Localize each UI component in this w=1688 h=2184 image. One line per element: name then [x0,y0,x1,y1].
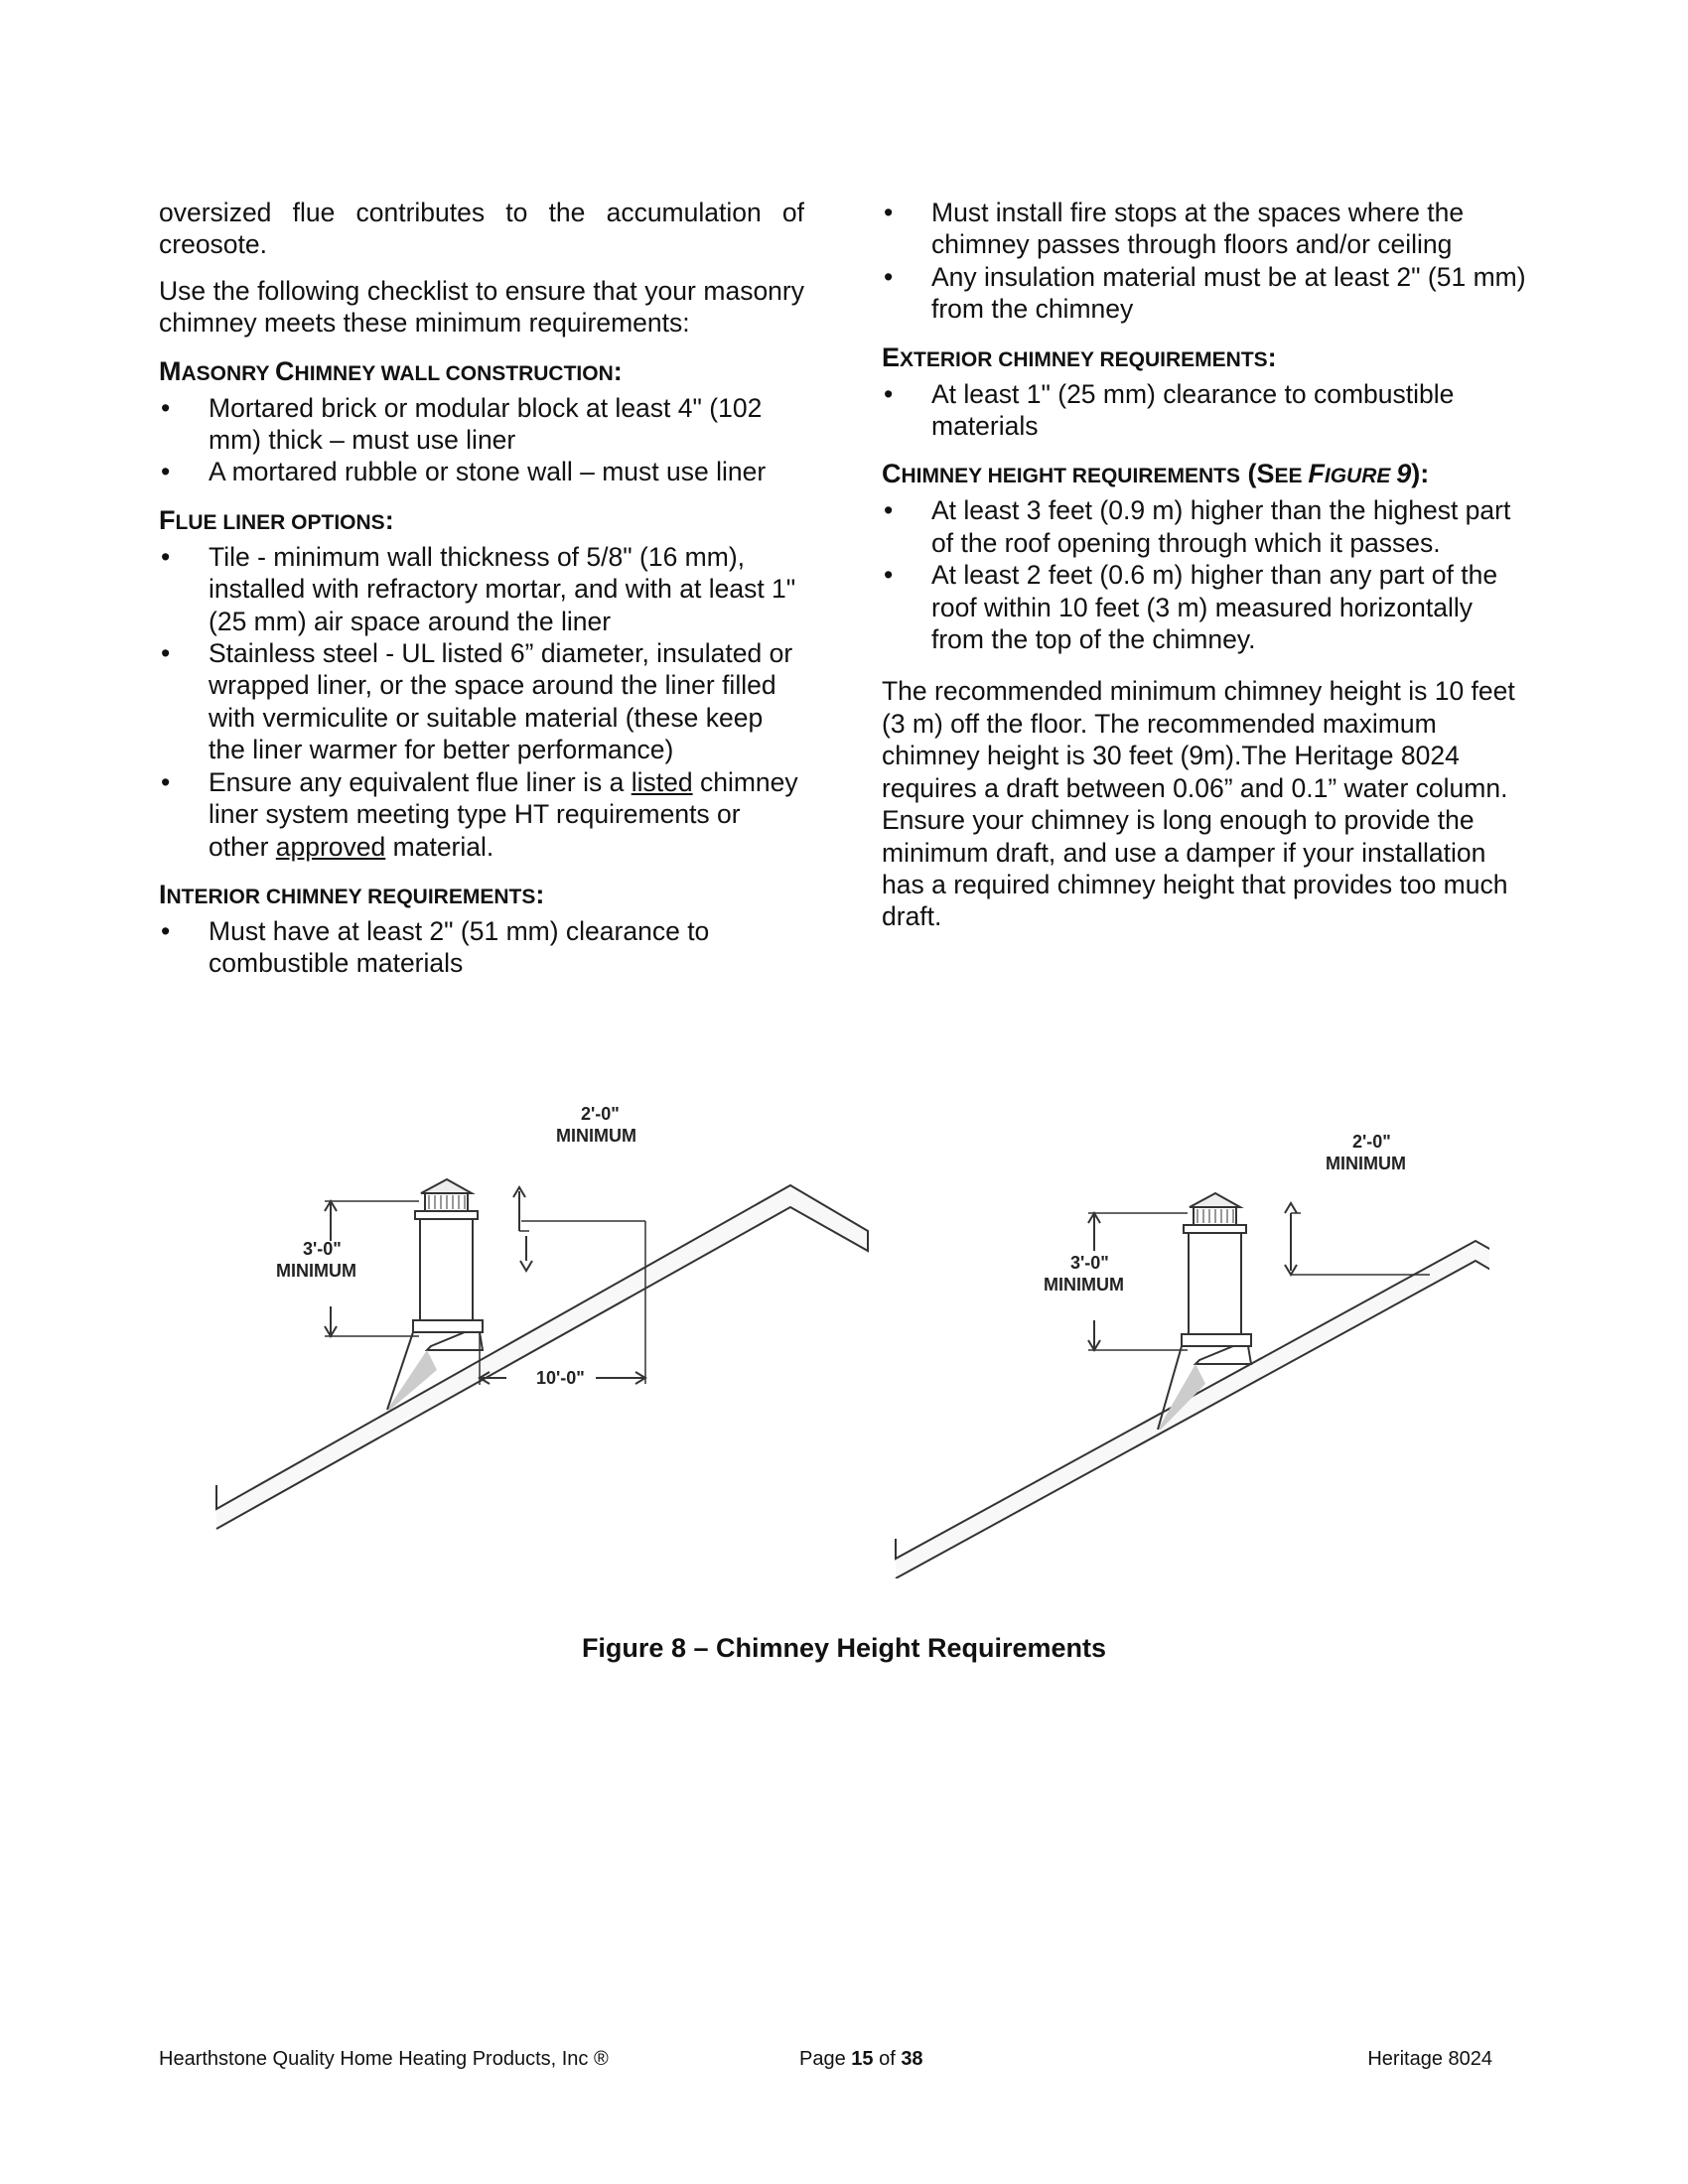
listed-link: listed [631,766,693,797]
footer-company: Hearthstone Quality Home Heating Products, Inc ® [159,2048,609,2070]
fire-stop-list [882,197,1527,326]
list-item: • Mortared brick or modular block at least 4" (102 mm) thick – must use liner [159,392,804,457]
right-dimensions [1088,1193,1430,1350]
label-3ft-right: 3'-0" [1070,1253,1109,1273]
label-3ft-left: 3'-0" [303,1239,342,1259]
list-item: • Must have at least 2" (51 mm) clearance to combustible materials [159,915,804,980]
left-column [159,197,804,988]
label-10ft: 10'-0" [536,1368,585,1388]
footer-page-number: Page 15 of 38 [799,2048,923,2070]
list-item: • Stainless steel - UL listed 6” diameter, insulated or wrapped liner, or the space around the liner filled with vermiculite or suitable material (these keep the liner warmer for better performance) [159,637,804,766]
left-dimensions [325,1187,645,1385]
closing-paragraph: The recommended minimum chimney height is 10 feet (3 m) off the floor. The recommended maximum chimney height is 30 feet (9m).The Heritage 8024 requires a draft between 0.06” and 0.1” water column. Ensure your chimney is long enough to provide the minimum draft, and use a damper if your installation has a required chimney height that provides too much draft. [882,676,1515,932]
list-item: • At least 3 feet (0.9 m) higher than the highest part of the roof opening through which it passes. [882,494,1527,559]
label-2ft-right: 2'-0" [1352,1132,1391,1152]
height-heading: CHIMNEY HEIGHT REQUIREMENTS (SEE FIGURE 9): [882,459,1430,489]
flue-list [159,541,804,863]
masonry-list [159,392,804,488]
masonry-heading: MASONRY CHIMNEY WALL CONSTRUCTION: [159,355,623,386]
flue-heading: FLUE LINER OPTIONS: [159,504,394,535]
list-item: • At least 2 feet (0.6 m) higher than any part of the roof within 10 feet (3 m) measured horizontally from the top of the chimney. [882,559,1527,655]
right-column [882,197,1527,947]
label-minimum-right-3ft: MINIMUM [1044,1275,1124,1295]
exterior-heading: EXTERIOR CHIMNEY REQUIREMENTS: [882,341,1277,372]
list-item: • Must install fire stops at the spaces where the chimney passes through floors and/or ceiling [882,197,1527,261]
interior-heading: INTERIOR CHIMNEY REQUIREMENTS: [159,879,545,909]
interior-list [159,915,804,980]
left-roof-outline [216,1185,868,1529]
approved-link: approved [275,831,386,862]
intro-paragraph: oversized flue contributes to the accumulation of creosote. [159,198,804,260]
list-item: • A mortared rubble or stone wall – must use liner [159,456,804,487]
label-2ft-left: 2'-0" [581,1104,620,1124]
list-item: • Ensure any equivalent flue liner is a listed chimney liner system meeting type HT requirements or other approved material. [159,766,804,863]
footer-model: Heritage 8024 [1367,2048,1492,2070]
list-item: • At least 1" (25 mm) clearance to combustible materials [882,378,1527,443]
figure-caption: Figure 8 – Chimney Height Requirements [581,1633,1107,1663]
chimney-height-figure [199,1102,1489,1578]
label-minimum-right-2ft: MINIMUM [1326,1154,1406,1173]
label-minimum-left-3ft: MINIMUM [276,1261,356,1281]
label-minimum-left-2ft: MINIMUM [556,1126,636,1146]
list-item: • Any insulation material must be at least 2" (51 mm) from the chimney [882,261,1527,326]
height-list [882,494,1527,655]
exterior-list [882,378,1527,443]
list-item: • Tile - minimum wall thickness of 5/8" (16 mm), installed with refractory mortar, and with at least 1" (25 mm) air space around the liner [159,541,804,637]
checklist-paragraph: Use the following checklist to ensure that your masonry chimney meets these minimum requirements: [159,275,804,339]
